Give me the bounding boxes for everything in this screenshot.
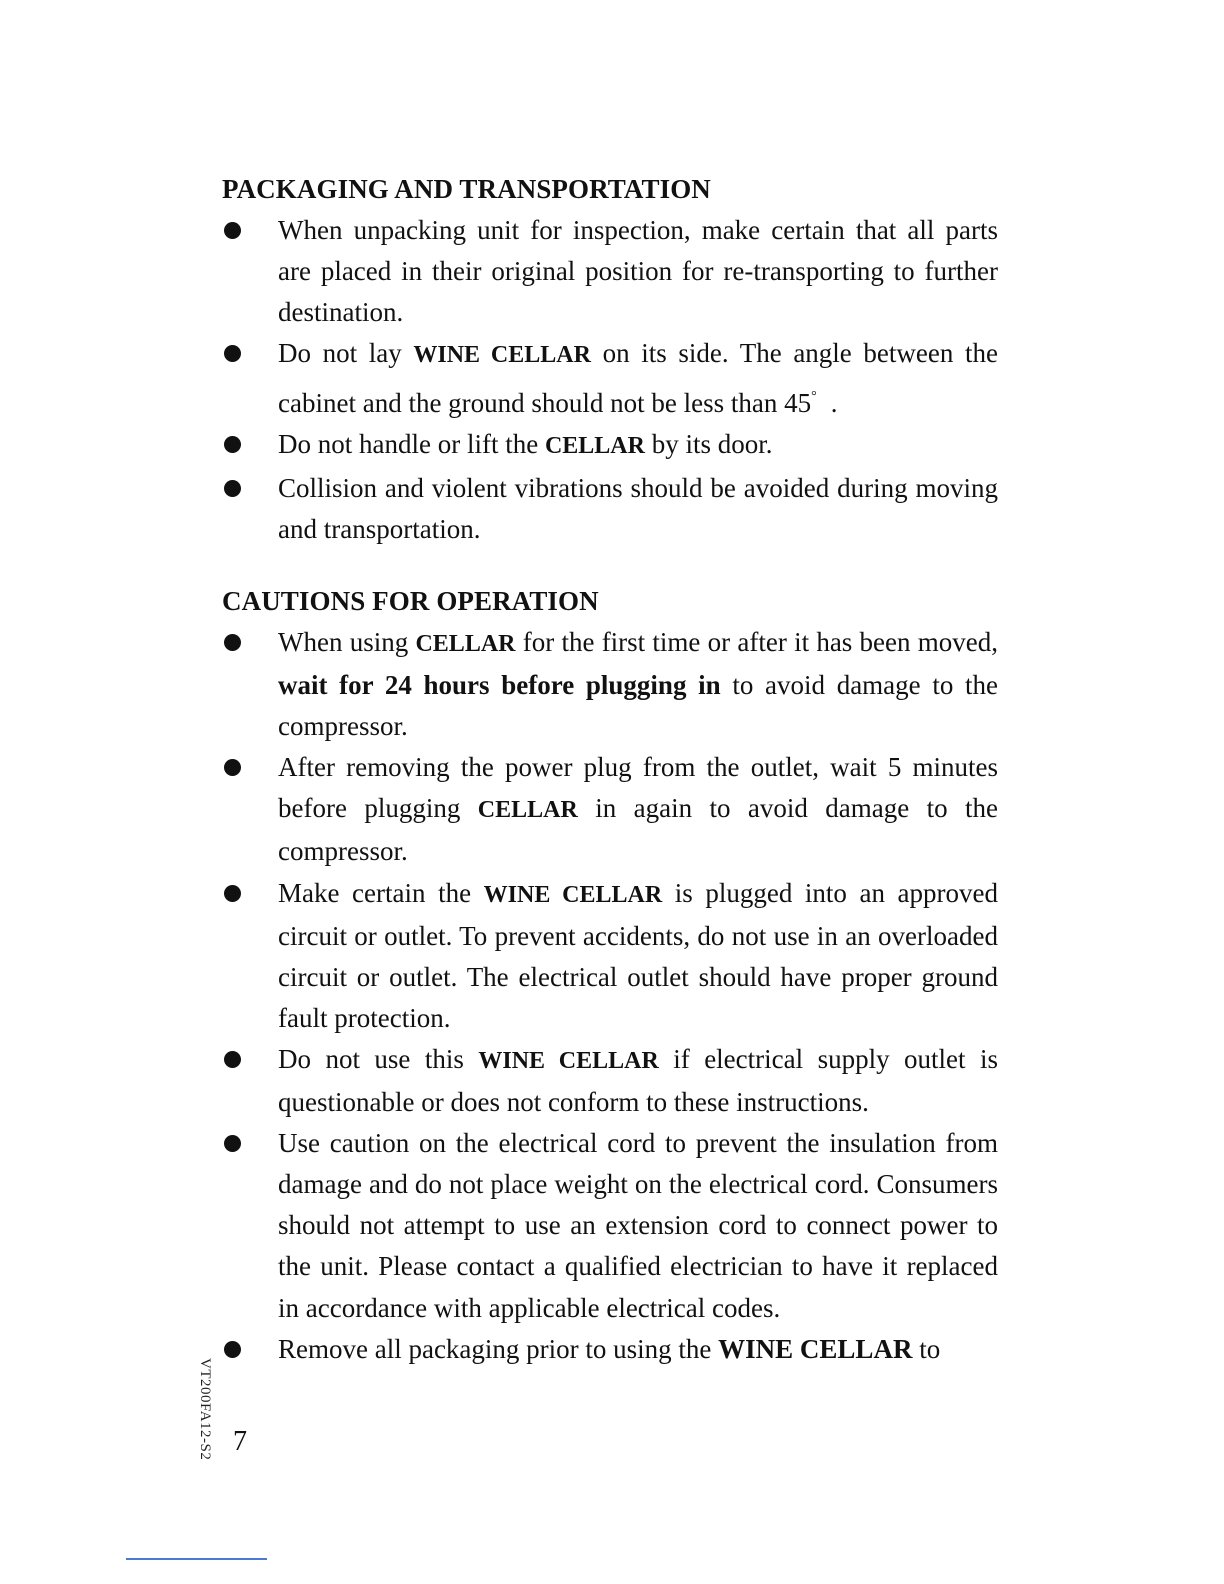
- cautions-list: [222, 622, 998, 1370]
- bullet-icon: [224, 759, 241, 776]
- section-heading-cautions: CAUTIONS FOR OPERATION: [222, 586, 599, 616]
- list-item-text: When using CELLAR for the first time or after it has been moved, wait for 24 hours before plugging in to avoid damage to the compressor.: [278, 627, 998, 742]
- product-name: CELLAR: [544, 433, 645, 460]
- bullet-icon: [224, 1341, 241, 1358]
- footer-rule: [126, 1558, 267, 1560]
- list-item-text: Do not handle or lift the CELLAR by its door.: [278, 429, 773, 460]
- bullet-icon: [224, 345, 241, 362]
- list-item-text: When unpacking unit for inspection, make certain that all parts are placed in their original position for re-transporting to further destination.: [278, 215, 998, 328]
- bullet-icon: [224, 634, 241, 651]
- list-item: [222, 747, 998, 872]
- bullet-icon: [224, 480, 241, 497]
- list-item: [222, 622, 998, 747]
- page-number: 7: [233, 1426, 247, 1457]
- bullet-icon: [224, 1135, 241, 1152]
- bullet-icon: [224, 1051, 241, 1068]
- list-item: [222, 424, 998, 467]
- emphasis-text: wait for 24 hours before plugging in: [278, 670, 721, 701]
- list-item-text: After removing the power plug from the outlet, wait 5 minutes before plugging CELLAR in again to avoid damage to the compressor.: [278, 752, 999, 867]
- list-item: [222, 1123, 998, 1328]
- bullet-icon: [224, 885, 241, 902]
- list-item-text: Do not use this WINE CELLAR if electrical supply outlet is questionable or does not conform to these instructions.: [278, 1043, 999, 1118]
- product-name: WINE CELLAR: [478, 1047, 659, 1074]
- list-item-text: Use caution on the electrical cord to prevent the insulation from damage and do not place weight on the electrical cord. Consumers should not attempt to use an extension cord to connect power to the unit. Please contact a qualified electrician to have it replaced in accordance with applicable electrical codes.: [278, 1128, 998, 1323]
- product-name: CELLAR: [477, 797, 578, 824]
- list-item-text: Make certain the WINE CELLAR is plugged into an approved circuit or outlet. To prevent accidents, do not use in an overloaded circuit or outlet. The electrical outlet should have proper ground fault protection.: [278, 877, 998, 1033]
- bullet-icon: [224, 436, 241, 453]
- product-name: WINE CELLAR: [483, 881, 663, 908]
- bullet-icon: [224, 222, 241, 239]
- list-item: [222, 1039, 998, 1123]
- list-item: [222, 468, 998, 550]
- product-name: WINE CELLAR: [718, 1333, 913, 1364]
- list-item: [222, 873, 998, 1039]
- list-item-text: Collision and violent vibrations should be avoided during moving and transportation.: [278, 472, 998, 544]
- packaging-list: [222, 210, 998, 550]
- section-heading-packaging: PACKAGING AND TRANSPORTATION: [222, 174, 711, 204]
- list-item-text: Do not lay WINE CELLAR on its side. The angle between the cabinet and the ground should not be less than 45° .: [278, 338, 998, 419]
- list-item: [222, 210, 998, 333]
- degree-symbol: °: [811, 389, 817, 405]
- model-code: VT200FA12-S2: [197, 1358, 213, 1461]
- list-item-text: Remove all packaging prior to using the WINE CELLAR to: [278, 1333, 941, 1364]
- product-name: CELLAR: [415, 631, 516, 657]
- product-name: WINE CELLAR: [413, 342, 591, 369]
- list-item: [222, 333, 998, 424]
- list-item: [222, 1329, 998, 1370]
